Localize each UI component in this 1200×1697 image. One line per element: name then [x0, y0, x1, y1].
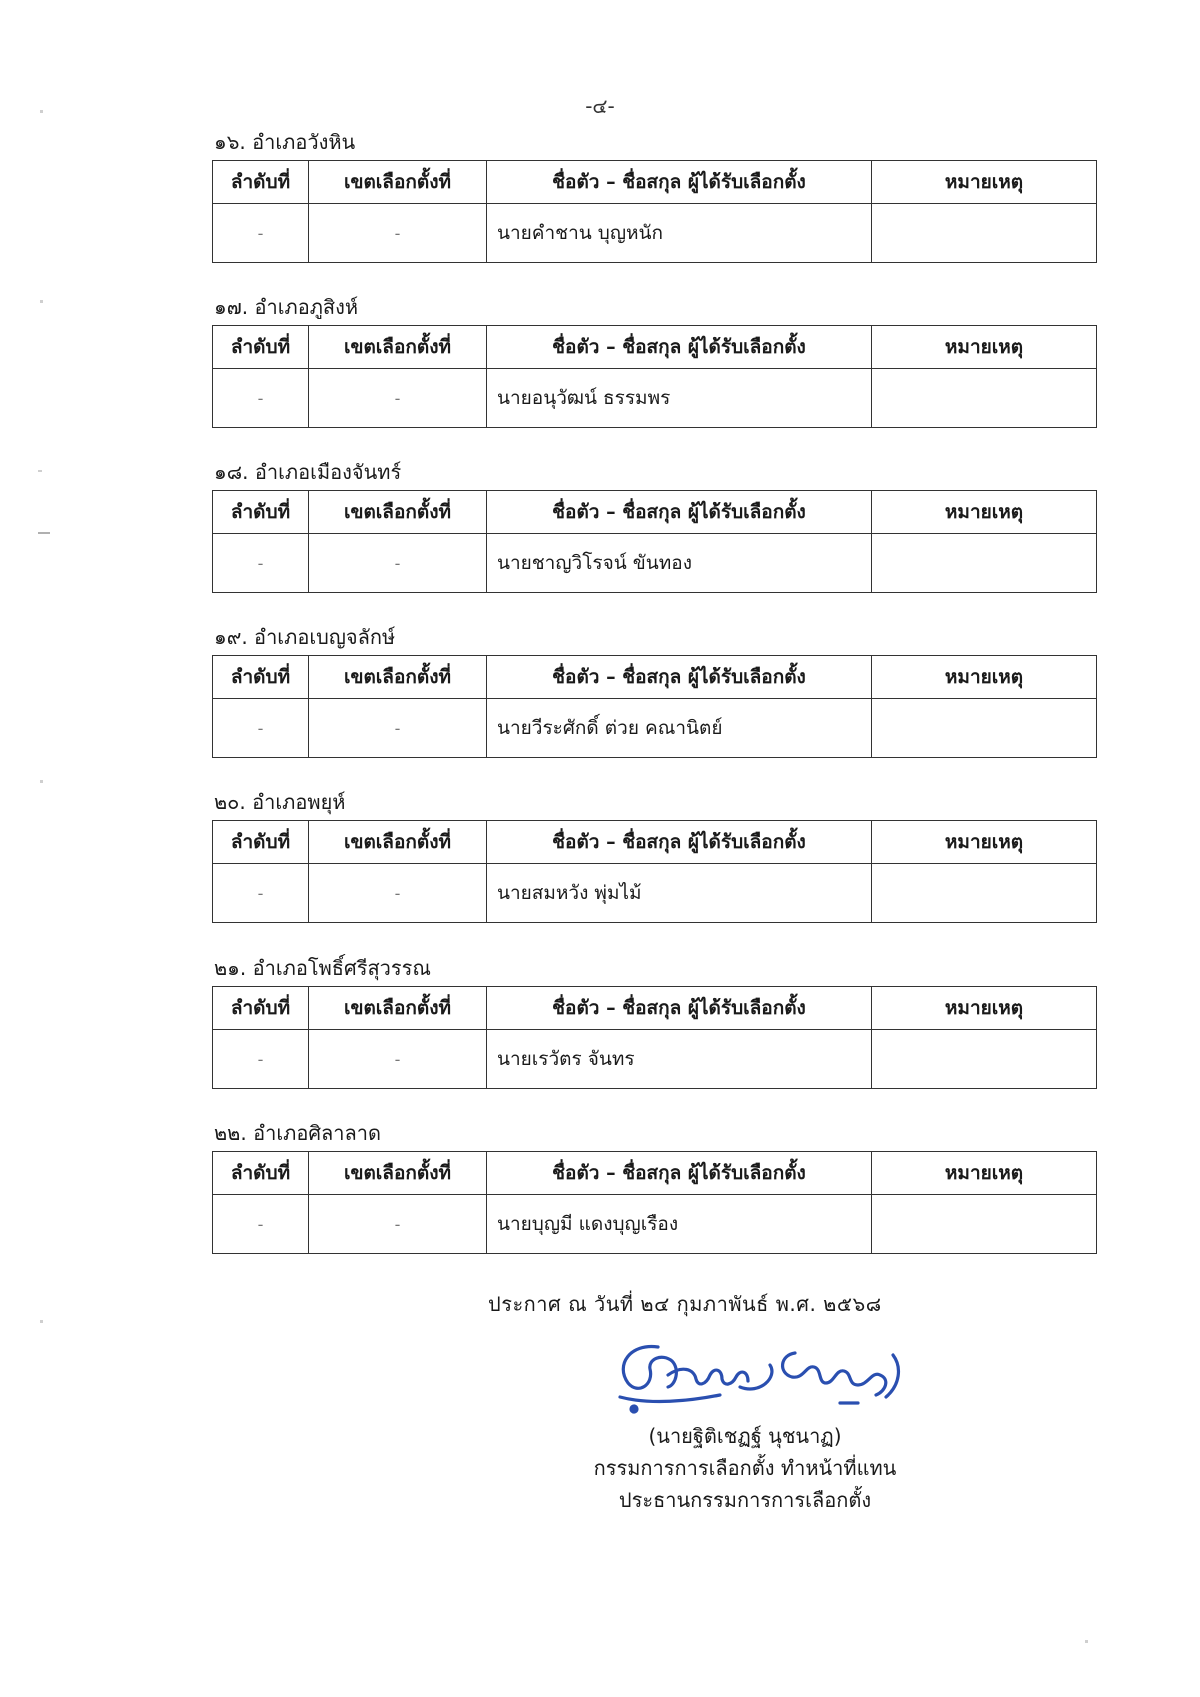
scan-speck — [40, 1320, 43, 1323]
result-table — [212, 490, 1097, 593]
header-order: ลำดับที่ — [213, 326, 309, 369]
cell-name: นายคำชาน บุญหนัก — [487, 204, 872, 263]
cell-name: นายเรวัตร จันทร — [487, 1030, 872, 1089]
district-section — [212, 950, 1096, 1089]
district-title: ๑๗. อำเภอภูสิงห์ — [214, 295, 359, 319]
result-table — [212, 325, 1097, 428]
header-order: ลำดับที่ — [213, 161, 309, 204]
cell-order: - — [213, 369, 309, 428]
table-header-row — [213, 821, 1097, 864]
header-name: ชื่อตัว – ชื่อสกุล ผู้ได้รับเลือกตั้ง — [487, 1152, 872, 1195]
table-header-row — [213, 326, 1097, 369]
header-name: ชื่อตัว – ชื่อสกุล ผู้ได้รับเลือกตั้ง — [487, 821, 872, 864]
cell-remark — [872, 864, 1097, 923]
cell-order: - — [213, 1030, 309, 1089]
signature — [610, 1325, 910, 1415]
signer-position: ประธานกรรมการการเลือกตั้ง — [618, 1488, 872, 1512]
district-title: ๑๘. อำเภอเมืองจันทร์ — [214, 460, 402, 484]
cell-remark — [872, 699, 1097, 758]
header-order: ลำดับที่ — [213, 491, 309, 534]
district-title: ๑๙. อำเภอเบญจลักษ์ — [214, 625, 396, 649]
cell-name: นายบุญมี แดงบุญเรือง — [487, 1195, 872, 1254]
cell-zone: - — [309, 1195, 487, 1254]
cell-order: - — [213, 204, 309, 263]
header-remark: หมายเหตุ — [872, 656, 1097, 699]
cell-remark — [872, 534, 1097, 593]
cell-order: - — [213, 864, 309, 923]
cell-name: นายอนุวัฒน์ ธรรมพร — [487, 369, 872, 428]
header-remark: หมายเหตุ — [872, 491, 1097, 534]
header-remark: หมายเหตุ — [872, 1152, 1097, 1195]
table-header-row — [213, 987, 1097, 1030]
result-table — [212, 160, 1097, 263]
table-row — [213, 369, 1097, 428]
header-name: ชื่อตัว – ชื่อสกุล ผู้ได้รับเลือกตั้ง — [487, 326, 872, 369]
header-zone: เขตเลือกตั้งที่ — [309, 987, 487, 1030]
cell-zone: - — [309, 534, 487, 593]
table-header-row — [213, 161, 1097, 204]
header-zone: เขตเลือกตั้งที่ — [309, 326, 487, 369]
header-remark: หมายเหตุ — [872, 326, 1097, 369]
scan-speck — [40, 300, 43, 303]
header-name: ชื่อตัว – ชื่อสกุล ผู้ได้รับเลือกตั้ง — [487, 161, 872, 204]
header-order: ลำดับที่ — [213, 1152, 309, 1195]
scan-speck — [38, 470, 42, 472]
scan-speck — [1085, 1640, 1088, 1643]
cell-order: - — [213, 1195, 309, 1254]
district-section — [212, 784, 1096, 923]
table-row — [213, 1195, 1097, 1254]
signer-name: (นายฐิติเชฏฐ์ นุชนาฏ) — [648, 1424, 842, 1448]
cell-name: นายสมหวัง พุ่มไม้ — [487, 864, 872, 923]
cell-remark — [872, 369, 1097, 428]
result-table — [212, 986, 1097, 1089]
header-order: ลำดับที่ — [213, 656, 309, 699]
district-section — [212, 619, 1096, 758]
result-table — [212, 655, 1097, 758]
header-zone: เขตเลือกตั้งที่ — [309, 656, 487, 699]
cell-remark — [872, 204, 1097, 263]
cell-zone: - — [309, 864, 487, 923]
district-title: ๒๑. อำเภอโพธิ์ศรีสุวรรณ — [214, 956, 431, 980]
cell-remark — [872, 1195, 1097, 1254]
header-zone: เขตเลือกตั้งที่ — [309, 821, 487, 864]
district-section — [212, 124, 1096, 263]
district-section — [212, 1115, 1096, 1254]
cell-order: - — [213, 534, 309, 593]
table-header-row — [213, 1152, 1097, 1195]
header-name: ชื่อตัว – ชื่อสกุล ผู้ได้รับเลือกตั้ง — [487, 656, 872, 699]
cell-remark — [872, 1030, 1097, 1089]
page-number: -๔- — [585, 94, 615, 118]
header-order: ลำดับที่ — [213, 821, 309, 864]
scan-speck — [40, 780, 43, 783]
cell-zone: - — [309, 699, 487, 758]
district-section — [212, 289, 1096, 428]
scan-speck — [40, 110, 43, 113]
header-zone: เขตเลือกตั้งที่ — [309, 161, 487, 204]
result-table — [212, 1151, 1097, 1254]
header-name: ชื่อตัว – ชื่อสกุล ผู้ได้รับเลือกตั้ง — [487, 491, 872, 534]
header-remark: หมายเหตุ — [872, 987, 1097, 1030]
header-remark: หมายเหตุ — [872, 821, 1097, 864]
cell-zone: - — [309, 204, 487, 263]
district-title: ๒๐. อำเภอพยุห์ — [214, 790, 346, 814]
table-row — [213, 204, 1097, 263]
table-row — [213, 699, 1097, 758]
header-zone: เขตเลือกตั้งที่ — [309, 491, 487, 534]
announcement-date: ประกาศ ณ วันที่ ๒๔ กุมภาพันธ์ พ.ศ. ๒๕๖๘ — [488, 1292, 882, 1316]
cell-zone: - — [309, 369, 487, 428]
district-section — [212, 454, 1096, 593]
table-header-row — [213, 656, 1097, 699]
result-table — [212, 820, 1097, 923]
cell-order: - — [213, 699, 309, 758]
table-row — [213, 864, 1097, 923]
header-zone: เขตเลือกตั้งที่ — [309, 1152, 487, 1195]
district-title: ๒๒. อำเภอศิลาลาด — [214, 1121, 382, 1145]
signer-position: กรรมการการเลือกตั้ง ทำหน้าที่แทน — [593, 1456, 897, 1480]
cell-zone: - — [309, 1030, 487, 1089]
table-header-row — [213, 491, 1097, 534]
scan-speck — [38, 532, 50, 534]
table-row — [213, 1030, 1097, 1089]
header-remark: หมายเหตุ — [872, 161, 1097, 204]
cell-name: นายชาญวิโรจน์ ขันทอง — [487, 534, 872, 593]
header-name: ชื่อตัว – ชื่อสกุล ผู้ได้รับเลือกตั้ง — [487, 987, 872, 1030]
table-row — [213, 534, 1097, 593]
district-title: ๑๖. อำเภอวังหิน — [214, 130, 356, 154]
signer-block — [560, 1420, 930, 1516]
cell-name: นายวีระศักดิ์ ต่วย คณานิตย์ — [487, 699, 872, 758]
header-order: ลำดับที่ — [213, 987, 309, 1030]
